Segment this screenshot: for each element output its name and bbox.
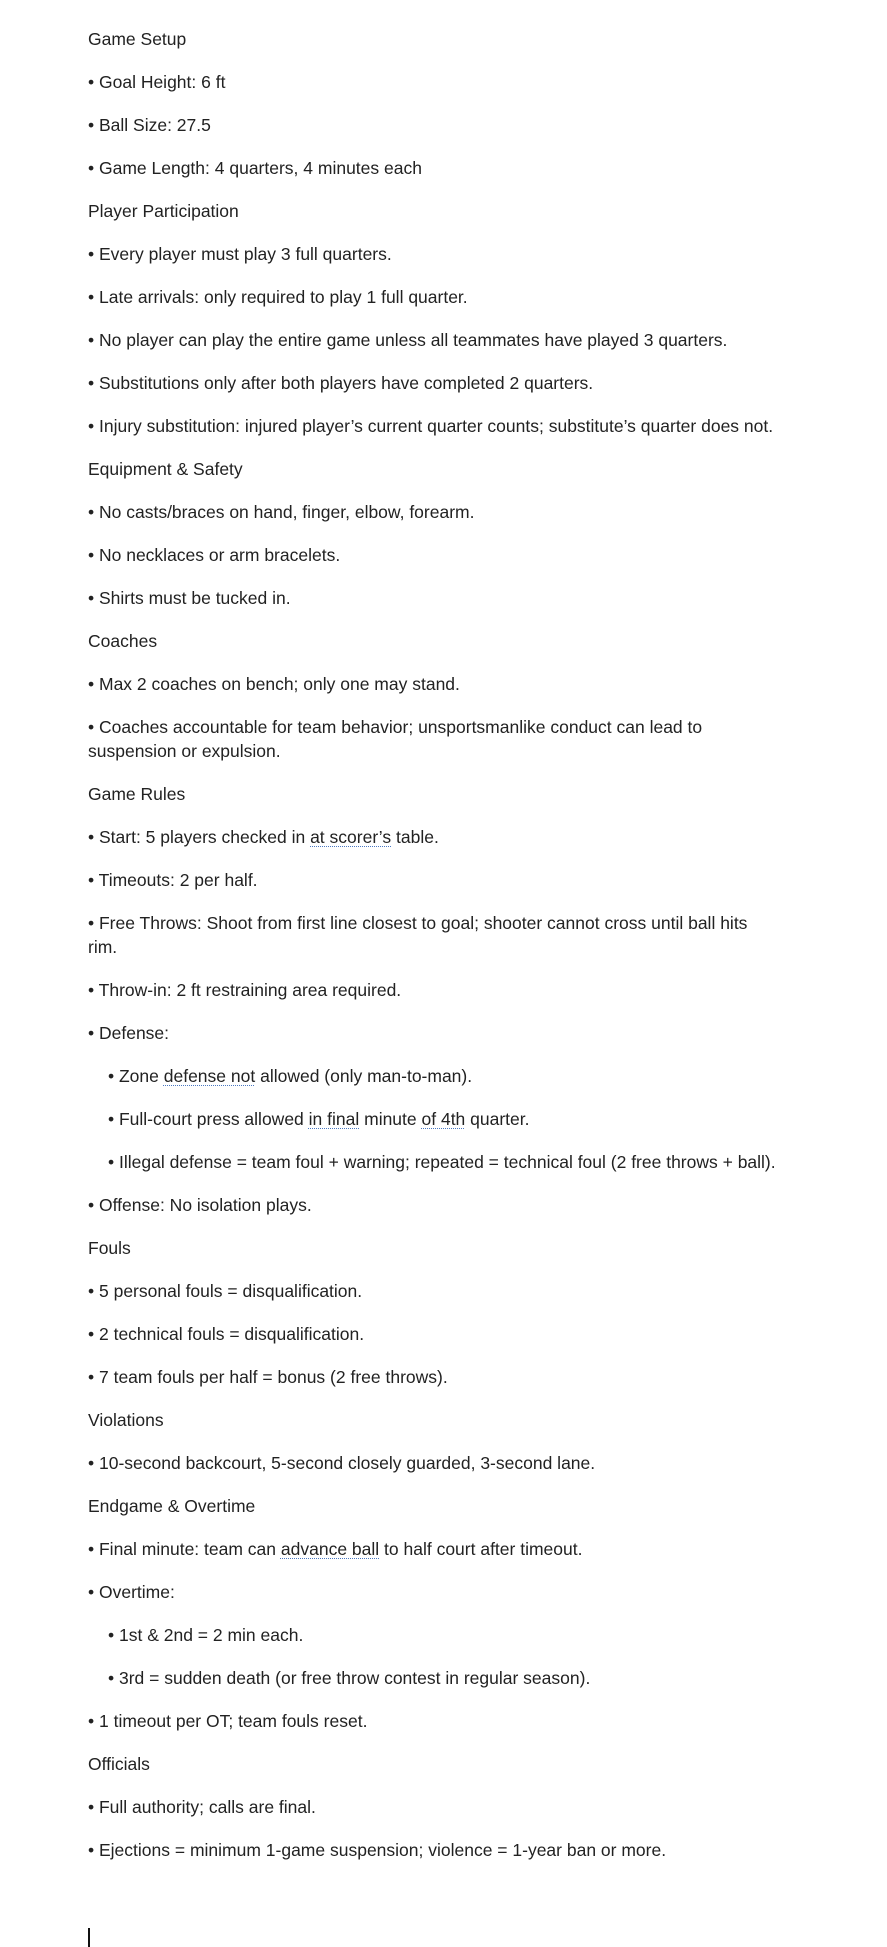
bullet-item — [88, 1537, 778, 1561]
text-run: quarter. — [465, 1109, 530, 1129]
bullet-item: • Overtime: — [88, 1582, 175, 1602]
bullet-item: • Defense: — [88, 1023, 170, 1043]
text-run: table. — [391, 827, 439, 847]
section-heading: Game Rules — [88, 784, 186, 804]
bullet-item: • Late arrivals: only required to play 1 full quarter. — [88, 287, 468, 307]
section-heading: Violations — [88, 1410, 164, 1430]
sub-bullet-item: • Illegal defense = team foul + warning; repeated = technical foul (2 free throws + ball). — [108, 1152, 776, 1172]
bullet-item: • Timeouts: 2 per half. — [88, 870, 258, 890]
bullet-item: • 5 personal fouls = disqualification. — [88, 1281, 363, 1301]
grammar-suggestion[interactable]: of 4th — [421, 1109, 466, 1129]
bullet-item: • 7 team fouls per half = bonus (2 free throws). — [88, 1367, 448, 1387]
section-heading: Officials — [88, 1754, 150, 1774]
sub-bullet-item: • 1st & 2nd = 2 min each. — [108, 1625, 304, 1645]
bullet-item: • No player can play the entire game unless all teammates have played 3 quarters. — [88, 330, 728, 350]
text-run: • Start: 5 players checked in — [88, 827, 311, 847]
section-heading: Fouls — [88, 1238, 131, 1258]
bullet-item: • Shirts must be tucked in. — [88, 588, 291, 608]
sub-bullet-item — [88, 1107, 778, 1131]
section-heading: Equipment & Safety — [88, 459, 243, 479]
grammar-suggestion[interactable]: defense not — [163, 1066, 256, 1086]
bullet-item: • Ejections = minimum 1-game suspension; violence = 1-year ban or more. — [88, 1840, 667, 1860]
bullet-item: • Every player must play 3 full quarters. — [88, 244, 392, 264]
sub-bullet-item — [88, 1064, 778, 1088]
text-run: to half court after timeout. — [379, 1539, 583, 1559]
bullet-item: • Coaches accountable for team behavior; unsportsmanlike conduct can lead to suspension or expulsion. — [88, 717, 703, 761]
bullet-item: • 2 technical fouls = disqualification. — [88, 1324, 365, 1344]
bullet-item: • Goal Height: 6 ft — [88, 72, 226, 92]
section-heading: Game Setup — [88, 29, 187, 49]
bullet-item: • Game Length: 4 quarters, 4 minutes each — [88, 158, 422, 178]
section-heading: Coaches — [88, 631, 158, 651]
section-heading: Endgame & Overtime — [88, 1496, 256, 1516]
grammar-suggestion[interactable]: advance ball — [280, 1539, 380, 1559]
bullet-item: • Throw-in: 2 ft restraining area required. — [88, 980, 402, 1000]
bullet-item: • Full authority; calls are final. — [88, 1797, 316, 1817]
bullet-item: • Max 2 coaches on bench; only one may stand. — [88, 674, 460, 694]
bullet-item: • Injury substitution: injured player’s current quarter counts; substitute’s quarter does not. — [88, 416, 774, 436]
grammar-suggestion[interactable]: at scorer’s — [310, 827, 392, 847]
bullet-item: • Offense: No isolation plays. — [88, 1195, 312, 1215]
text-run: minute — [359, 1109, 422, 1129]
text-run: • Zone — [108, 1066, 164, 1086]
bullet-item: • Free Throws: Shoot from first line closest to goal; shooter cannot cross until ball hits rim. — [88, 913, 748, 957]
document-body[interactable] — [88, 27, 778, 1881]
text-run: • Full-court press allowed — [108, 1109, 309, 1129]
bullet-item — [88, 825, 778, 849]
text-run: allowed (only man-to-man). — [255, 1066, 473, 1086]
sub-bullet-item: • 3rd = sudden death (or free throw contest in regular season). — [108, 1668, 591, 1688]
bullet-item: • 10-second backcourt, 5-second closely guarded, 3-second lane. — [88, 1453, 596, 1473]
bullet-item: • No casts/braces on hand, finger, elbow, forearm. — [88, 502, 475, 522]
bullet-item: • No necklaces or arm bracelets. — [88, 545, 341, 565]
bullet-item: • Ball Size: 27.5 — [88, 115, 211, 135]
grammar-suggestion[interactable]: in final — [308, 1109, 360, 1129]
text-cursor — [88, 1928, 90, 1947]
text-run: • Final minute: team can — [88, 1539, 281, 1559]
bullet-item: • 1 timeout per OT; team fouls reset. — [88, 1711, 368, 1731]
section-heading: Player Participation — [88, 201, 239, 221]
bullet-item: • Substitutions only after both players have completed 2 quarters. — [88, 373, 594, 393]
